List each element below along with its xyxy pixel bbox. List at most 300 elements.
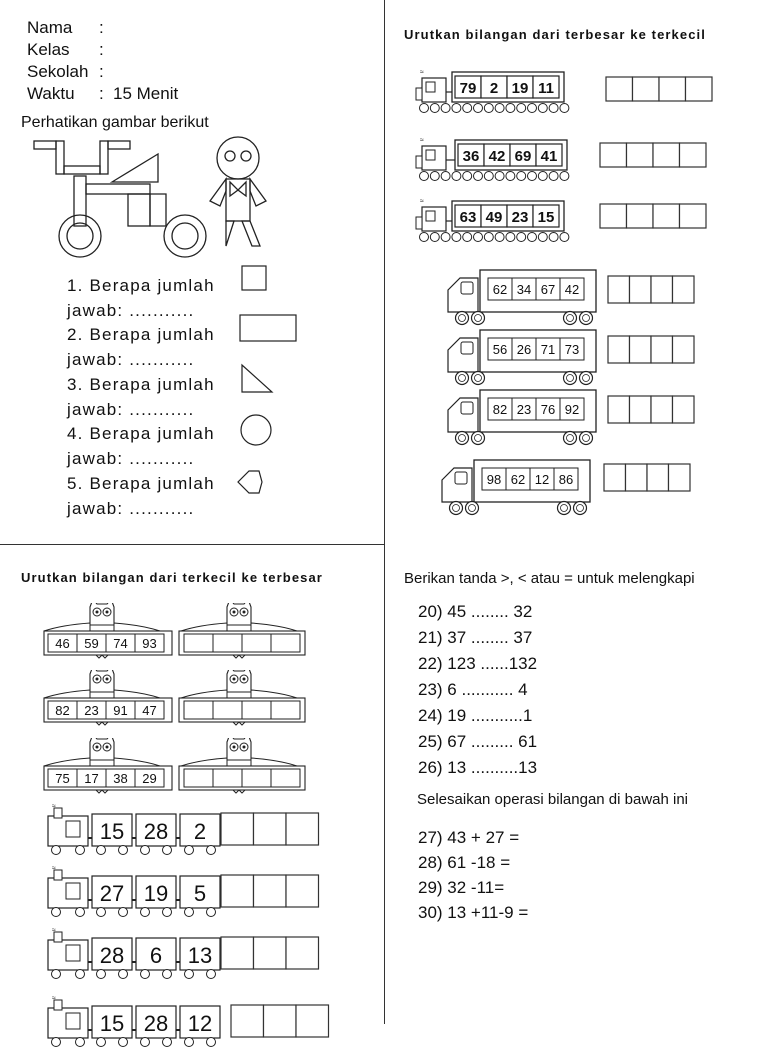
wheel-icon xyxy=(207,846,216,855)
wheel-icon xyxy=(528,172,537,181)
big-train-number: 12 xyxy=(187,1011,213,1036)
truck-number: 71 xyxy=(540,342,556,357)
answer-box[interactable] xyxy=(231,1005,264,1037)
owl-pupil xyxy=(233,746,236,749)
wheel-icon xyxy=(452,104,461,113)
wheel-icon xyxy=(76,846,85,855)
answer-box[interactable] xyxy=(630,276,652,303)
wheel-icon xyxy=(76,908,85,917)
wheel-icon xyxy=(430,104,439,113)
truck-number: 62 xyxy=(510,472,526,487)
answer-box[interactable] xyxy=(286,813,319,845)
wheel-icon xyxy=(420,233,429,242)
smoke-icon: ≈ xyxy=(420,198,424,205)
comparison-item: 24) 19 ...........1 xyxy=(418,706,533,725)
answer-box[interactable] xyxy=(680,143,707,167)
waktu-row xyxy=(27,83,178,104)
comparison-item: 23) 6 ........... 4 xyxy=(418,680,528,699)
picture-rect xyxy=(128,194,150,226)
wheel-icon xyxy=(517,233,526,242)
truck-number: 56 xyxy=(492,342,508,357)
wheel-icon xyxy=(52,846,61,855)
answer-box[interactable] xyxy=(296,1005,329,1037)
truck-window xyxy=(455,472,467,484)
wheel-icon xyxy=(560,172,569,181)
wheel-icon xyxy=(528,104,537,113)
train-number: 11 xyxy=(538,80,554,97)
wheel-icon xyxy=(420,104,429,113)
wheel-hub xyxy=(475,315,482,322)
owl-pupil xyxy=(243,611,246,614)
sekolah-label: Sekolah xyxy=(27,62,89,81)
kelas-label: Kelas xyxy=(27,40,70,59)
wheel-icon xyxy=(141,970,150,979)
big-train-number: 28 xyxy=(99,943,125,968)
answer-box[interactable] xyxy=(659,77,686,101)
answer-3[interactable]: jawab: ........... xyxy=(67,400,195,419)
wheel-icon xyxy=(474,104,483,113)
answer-box[interactable] xyxy=(653,143,680,167)
wheel-icon xyxy=(441,104,450,113)
wheel-icon xyxy=(463,104,472,113)
sekolah-row xyxy=(27,61,113,82)
answer-2[interactable]: jawab: ........... xyxy=(67,350,195,369)
smoke-icon: ≈ xyxy=(52,928,56,934)
wheel-icon xyxy=(185,846,194,855)
owl-wing xyxy=(181,690,227,698)
wheel-icon xyxy=(441,172,450,181)
owl-number: 93 xyxy=(142,636,157,651)
locomotive-window xyxy=(66,945,80,961)
answer-boxes xyxy=(220,874,320,908)
owl-number: 47 xyxy=(142,703,157,718)
answer-box[interactable] xyxy=(600,143,627,167)
wheel-icon xyxy=(474,172,483,181)
picture-rect xyxy=(34,141,56,149)
wheel-icon xyxy=(560,104,569,113)
big-number-train xyxy=(44,866,224,918)
truck-number: 23 xyxy=(516,402,532,417)
answer-box[interactable] xyxy=(626,464,648,491)
answer-box[interactable] xyxy=(254,813,287,845)
answer-box[interactable] xyxy=(673,336,695,363)
big-train-number: 27 xyxy=(99,881,125,906)
picture-circle xyxy=(59,215,101,257)
wheel-icon xyxy=(452,172,461,181)
answer-box[interactable] xyxy=(653,204,680,228)
smoke-icon: ≈ xyxy=(420,69,424,76)
answer-5[interactable]: jawab: ........... xyxy=(67,499,195,518)
locomotive-window xyxy=(66,1013,80,1029)
owl-number: 23 xyxy=(84,703,99,718)
waktu-label: Waktu xyxy=(27,84,75,103)
locomotive-window xyxy=(66,883,80,899)
big-train-number: 15 xyxy=(99,819,125,844)
truck-number: 98 xyxy=(486,472,502,487)
answer-box[interactable] xyxy=(184,701,213,719)
wheel-icon xyxy=(420,172,429,181)
owl-pupil xyxy=(243,678,246,681)
answer-boxes xyxy=(607,275,695,304)
wheel-icon xyxy=(119,846,128,855)
wheel-icon xyxy=(119,970,128,979)
wheel-icon xyxy=(52,1038,61,1047)
answer-boxes xyxy=(607,395,695,424)
answer-box[interactable] xyxy=(600,204,627,228)
picture-circle xyxy=(225,151,235,161)
wheel-icon xyxy=(97,970,106,979)
wheel-hub xyxy=(567,435,574,442)
owl-row xyxy=(40,738,310,800)
truck-number: 42 xyxy=(564,282,580,297)
owl-number: 38 xyxy=(113,771,128,786)
waktu-value: 15 Menit xyxy=(113,84,179,103)
section4-instruction-2: Selesaikan operasi bilangan di bawah ini xyxy=(417,791,689,808)
comparison-item: 22) 123 ......132 xyxy=(418,654,538,673)
locomotive-front xyxy=(416,217,422,229)
owl-pupil xyxy=(243,746,246,749)
wheel-icon xyxy=(141,846,150,855)
big-train-number: 5 xyxy=(193,881,207,906)
circle-icon xyxy=(241,415,271,445)
wheel-icon xyxy=(185,970,194,979)
answer-box[interactable] xyxy=(286,875,319,907)
answer-box[interactable] xyxy=(221,937,254,969)
number-truck xyxy=(446,388,606,448)
answer-box[interactable] xyxy=(651,396,673,423)
owl-wing xyxy=(44,758,90,766)
answer-box[interactable] xyxy=(213,634,242,652)
train-number: 23 xyxy=(511,209,529,226)
section3-title: Urutkan bilangan dari terkecil ke terbesar xyxy=(21,570,323,585)
answer-boxes xyxy=(607,335,695,364)
answer-box[interactable] xyxy=(680,204,707,228)
operation-item: 28) 61 -18 = xyxy=(418,853,511,872)
picture-rect xyxy=(86,184,150,194)
wheel-icon xyxy=(430,233,439,242)
wheel-icon xyxy=(549,172,558,181)
answer-box[interactable] xyxy=(630,396,652,423)
wheel-icon xyxy=(163,970,172,979)
answer-box[interactable] xyxy=(184,634,213,652)
truck-window xyxy=(461,282,473,294)
number-train xyxy=(414,132,574,184)
wheel-hub xyxy=(453,505,460,512)
owl-number: 29 xyxy=(142,771,157,786)
number-train xyxy=(414,64,574,116)
train-number: 19 xyxy=(511,80,529,97)
answer-box[interactable] xyxy=(221,875,254,907)
owl-wing xyxy=(181,758,227,766)
wheel-icon xyxy=(474,233,483,242)
wheel-icon xyxy=(163,908,172,917)
wheel-icon xyxy=(141,908,150,917)
locomotive-window xyxy=(66,821,80,837)
nama-row xyxy=(27,17,113,38)
wheel-hub xyxy=(577,505,584,512)
wheel-icon xyxy=(506,233,515,242)
question-3: 3. Berapa jumlah xyxy=(67,375,215,394)
section2-title: Urutkan bilangan dari terbesar ke terkecil xyxy=(404,27,706,42)
answer-box[interactable] xyxy=(651,336,673,363)
answer-box[interactable] xyxy=(254,937,287,969)
answer-box[interactable] xyxy=(608,276,630,303)
divider-vertical-bottom xyxy=(384,544,385,1024)
train-number: 69 xyxy=(514,148,532,165)
wheel-icon xyxy=(495,233,504,242)
question-5: 5. Berapa jumlah xyxy=(67,474,215,493)
answer-box[interactable] xyxy=(271,701,300,719)
big-train-number: 6 xyxy=(149,943,163,968)
wheel-icon xyxy=(185,908,194,917)
answer-boxes xyxy=(230,1004,330,1038)
picture-rect xyxy=(150,194,166,226)
truck-window xyxy=(461,402,473,414)
locomotive-window xyxy=(426,82,435,92)
owl-number: 17 xyxy=(84,771,99,786)
owl-pupil xyxy=(233,611,236,614)
wheel-icon xyxy=(97,908,106,917)
triangle-icon xyxy=(242,365,272,392)
answer-box[interactable] xyxy=(242,769,271,787)
answer-box[interactable] xyxy=(271,769,300,787)
truck-window xyxy=(461,342,473,354)
answer-box[interactable] xyxy=(633,77,660,101)
picture-triangle xyxy=(112,154,158,182)
comparison-item: 20) 45 ........ 32 xyxy=(418,602,533,621)
owl-pupil xyxy=(96,746,99,749)
comparison-item: 25) 67 ......... 61 xyxy=(418,732,538,751)
wheel-icon xyxy=(163,1038,172,1047)
answer-box[interactable] xyxy=(213,769,242,787)
answer-box[interactable] xyxy=(673,396,695,423)
wheel-icon xyxy=(97,1038,106,1047)
wheel-icon xyxy=(463,172,472,181)
answer-box[interactable] xyxy=(627,143,654,167)
answer-box[interactable] xyxy=(686,77,713,101)
owl-wing xyxy=(251,690,297,698)
comparison-item: 26) 13 ..........13 xyxy=(418,758,538,777)
question-1: 1. Berapa jumlah xyxy=(67,276,215,295)
locomotive-window xyxy=(426,150,435,160)
picture-rect xyxy=(108,141,130,149)
wheel-icon xyxy=(452,233,461,242)
wheel-hub xyxy=(583,375,590,382)
owl-pupil xyxy=(96,611,99,614)
wheel-icon xyxy=(506,104,515,113)
picture-triangle xyxy=(250,179,266,206)
wheel-icon xyxy=(119,1038,128,1047)
train-number: 41 xyxy=(540,148,558,165)
owl-wing xyxy=(251,623,297,631)
big-train-number: 2 xyxy=(193,819,207,844)
smoke-icon: ≈ xyxy=(52,866,56,872)
answer-box[interactable] xyxy=(271,634,300,652)
question-4: 4. Berapa jumlah xyxy=(67,424,215,443)
picture-rect xyxy=(74,176,86,226)
train-number: 36 xyxy=(462,148,480,165)
picture-triangle xyxy=(242,221,260,246)
nama-label: Nama xyxy=(27,18,73,37)
owl-wing xyxy=(181,623,227,631)
wheel-icon xyxy=(538,104,547,113)
answer-box[interactable] xyxy=(651,276,673,303)
answer-box[interactable] xyxy=(264,1005,297,1037)
owl-number: 46 xyxy=(55,636,70,651)
wheel-hub xyxy=(561,505,568,512)
shapes-picture xyxy=(30,136,280,261)
answer-box[interactable] xyxy=(608,396,630,423)
wheel-hub xyxy=(475,435,482,442)
picture-rect xyxy=(64,166,100,174)
owl-pupil xyxy=(106,611,109,614)
picture-triangle xyxy=(210,179,226,206)
picture-rect xyxy=(100,141,108,174)
owl-row xyxy=(40,603,310,665)
answer-boxes xyxy=(605,76,713,102)
answer-box[interactable] xyxy=(669,464,691,491)
truck-number: 62 xyxy=(492,282,508,297)
answer-box[interactable] xyxy=(647,464,669,491)
owl-number: 91 xyxy=(113,703,128,718)
answer-box[interactable] xyxy=(286,937,319,969)
truck-number: 82 xyxy=(492,402,508,417)
answer-boxes xyxy=(599,203,707,229)
shape-icons xyxy=(236,262,306,502)
owl-wing xyxy=(251,758,297,766)
truck-number: 76 xyxy=(540,402,556,417)
picture-circle xyxy=(217,137,259,179)
answer-boxes xyxy=(599,142,707,168)
wheel-icon xyxy=(463,233,472,242)
picture-circle xyxy=(241,151,251,161)
owl-wing xyxy=(114,758,160,766)
wheel-icon xyxy=(76,1038,85,1047)
operation-item: 29) 32 -11= xyxy=(418,878,505,897)
answer-box[interactable] xyxy=(242,701,271,719)
big-train-number: 13 xyxy=(187,943,213,968)
wheel-icon xyxy=(484,104,493,113)
number-truck xyxy=(446,328,606,388)
answer-box[interactable] xyxy=(608,336,630,363)
answer-box[interactable] xyxy=(221,813,254,845)
answer-box[interactable] xyxy=(630,336,652,363)
wheel-icon xyxy=(495,104,504,113)
big-number-train xyxy=(44,928,224,980)
train-number: 15 xyxy=(537,209,555,226)
picture-triangle xyxy=(238,182,246,196)
number-truck xyxy=(440,458,600,518)
answer-4[interactable]: jawab: ........... xyxy=(67,449,195,468)
wheel-icon xyxy=(517,172,526,181)
picture-circle xyxy=(67,223,93,249)
train-number: 2 xyxy=(489,80,499,97)
wheel-icon xyxy=(484,172,493,181)
wheel-icon xyxy=(119,908,128,917)
wheel-icon xyxy=(484,233,493,242)
wheel-icon xyxy=(441,233,450,242)
owl-wing xyxy=(44,623,90,631)
smoke-icon: ≈ xyxy=(52,996,56,1002)
colon: : xyxy=(99,84,104,103)
answer-box[interactable] xyxy=(627,204,654,228)
wheel-icon xyxy=(76,970,85,979)
truck-number: 73 xyxy=(564,342,580,357)
answer-1[interactable]: jawab: ........... xyxy=(67,301,195,320)
number-train xyxy=(414,193,574,245)
wheel-icon xyxy=(52,970,61,979)
wheel-hub xyxy=(459,315,466,322)
big-train-number: 19 xyxy=(143,881,169,906)
wheel-icon xyxy=(207,1038,216,1047)
wheel-icon xyxy=(207,908,216,917)
wheel-icon xyxy=(506,172,515,181)
wheel-hub xyxy=(459,375,466,382)
train-number: 49 xyxy=(485,209,503,226)
owl-wing xyxy=(114,690,160,698)
rectangle-icon xyxy=(240,315,296,341)
divider-horizontal xyxy=(0,544,385,545)
smoke-icon: ≈ xyxy=(52,804,56,810)
colon: : xyxy=(99,62,104,81)
answer-box[interactable] xyxy=(254,875,287,907)
wheel-icon xyxy=(207,970,216,979)
answer-box[interactable] xyxy=(606,77,633,101)
locomotive-front xyxy=(416,88,422,100)
answer-box[interactable] xyxy=(213,701,242,719)
hexagon-icon xyxy=(238,471,262,493)
truck-number: 26 xyxy=(516,342,532,357)
wheel-icon xyxy=(528,233,537,242)
big-number-train xyxy=(44,996,224,1048)
owl-wing xyxy=(44,690,90,698)
owl-number: 75 xyxy=(55,771,70,786)
wheel-icon xyxy=(141,1038,150,1047)
square-icon xyxy=(242,266,266,290)
wheel-icon xyxy=(549,104,558,113)
section4-instruction: Berikan tanda >, < atau = untuk melengkapi xyxy=(404,570,695,587)
big-train-number: 28 xyxy=(143,1011,169,1036)
wheel-hub xyxy=(567,375,574,382)
wheel-icon xyxy=(163,846,172,855)
truck-number: 86 xyxy=(558,472,574,487)
owl-pupil xyxy=(96,678,99,681)
train-number: 63 xyxy=(459,209,477,226)
colon: : xyxy=(99,18,104,37)
owl-pupil xyxy=(106,678,109,681)
wheel-hub xyxy=(567,315,574,322)
wheel-hub xyxy=(459,435,466,442)
answer-box[interactable] xyxy=(242,634,271,652)
answer-box[interactable] xyxy=(604,464,626,491)
wheel-icon xyxy=(430,172,439,181)
wheel-hub xyxy=(469,505,476,512)
wheel-icon xyxy=(538,172,547,181)
wheel-icon xyxy=(538,233,547,242)
owl-number: 74 xyxy=(113,636,128,651)
wheel-icon xyxy=(517,104,526,113)
answer-box[interactable] xyxy=(184,769,213,787)
operation-item: 30) 13 +11-9 = xyxy=(418,903,529,922)
train-number: 79 xyxy=(459,80,477,97)
big-train-number: 15 xyxy=(99,1011,125,1036)
owl-number: 59 xyxy=(84,636,99,651)
answer-box[interactable] xyxy=(673,276,695,303)
big-train-number: 28 xyxy=(143,819,169,844)
wheel-icon xyxy=(495,172,504,181)
picture-rect xyxy=(56,141,64,174)
owl-pupil xyxy=(106,746,109,749)
